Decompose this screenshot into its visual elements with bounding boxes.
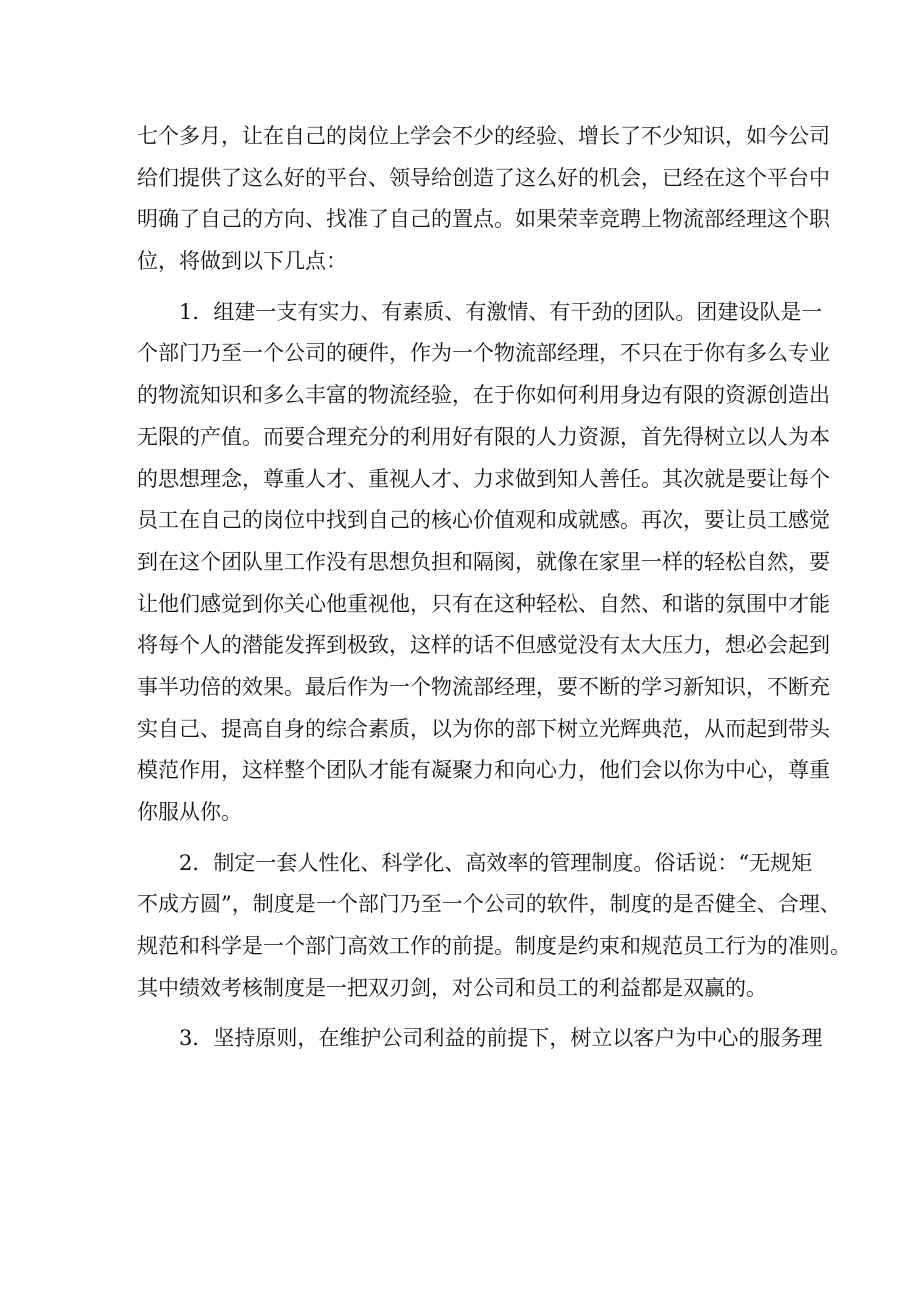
text-line: 2．制定一套人性化、科学化、高效率的管理制度。俗话说：“无规矩 [179, 850, 813, 875]
text-line: 模范作用，这样整个团队才能有凝聚力和向心力，他们会以你为中心，尊重 [137, 758, 830, 783]
text-line: 的物流知识和多么丰富的物流经验，在于你如何利用身边有限的资源创造出 [137, 383, 830, 408]
text-line: 实自己、提高自身的综合素质，以为你的部下树立光辉典范，从而起到带头 [137, 716, 830, 741]
text-line: 的思想理念，尊重人才、重视人才、力求做到知人善任。其次就是要让每个 [137, 466, 830, 491]
text-line: 其中绩效考核制度是一把双刃剑，对公司和员工的利益都是双赢的。 [137, 975, 767, 1000]
text-line: 事半功倍的效果。最后作为一个物流部经理，要不断的学习新知识，不断充 [137, 674, 830, 699]
paragraph-point-1 [137, 292, 830, 834]
text-line: 个部门乃至一个公司的硬件，作为一个物流部经理，不只在于你有多么专业 [137, 341, 830, 366]
paragraph-point-2 [137, 843, 851, 1010]
document-body [137, 116, 851, 1069]
text-line: 将每个人的潜能发挥到极致，这样的话不但感觉没有太大压力，想必会起到 [137, 633, 830, 658]
text-line: 让他们感觉到你关心他重视他，只有在这种轻松、自然、和谐的氛围中才能 [137, 591, 830, 616]
text-line: 明确了自己的方向、找准了自己的置点。如果荣幸竞聘上物流部经理这个职 [137, 207, 830, 232]
paragraph-intro [137, 116, 830, 283]
text-line: 1．组建一支有实力、有素质、有激情、有干劲的团队。团建设队是一 [179, 299, 823, 324]
text-line: 给们提供了这么好的平台、领导给创造了这么好的机会，已经在这个平台中 [137, 165, 830, 190]
text-line: 你服从你。 [137, 800, 242, 824]
text-line: 无限的产值。而要合理充分的利用好有限的人力资源，首先得树立以人为本 [137, 424, 830, 449]
text-line: 3．坚持原则，在维护公司利益的前提下，树立以客户为中心的服务理 [179, 1026, 823, 1051]
paragraph-point-3 [137, 1018, 823, 1060]
text-line: 员工在自己的岗位中找到自己的核心价值观和成就感。再次，要让员工感觉 [137, 508, 830, 533]
text-line: 到在这个团队里工作没有思想负担和隔阂，就像在家里一样的轻松自然，要 [137, 549, 830, 574]
text-line: 位，将做到以下几点： [137, 249, 347, 274]
text-line: 七个多月，让在自己的岗位上学会不少的经验、增长了不少知识，如今公司 [137, 124, 830, 148]
text-line: 规范和科学是一个部门高效工作的前提。制度是约束和规范员工行为的准则。 [137, 934, 851, 959]
text-line: 不成方圆”，制度是一个部门乃至一个公司的软件，制度的是否健全、合理、 [137, 892, 841, 917]
